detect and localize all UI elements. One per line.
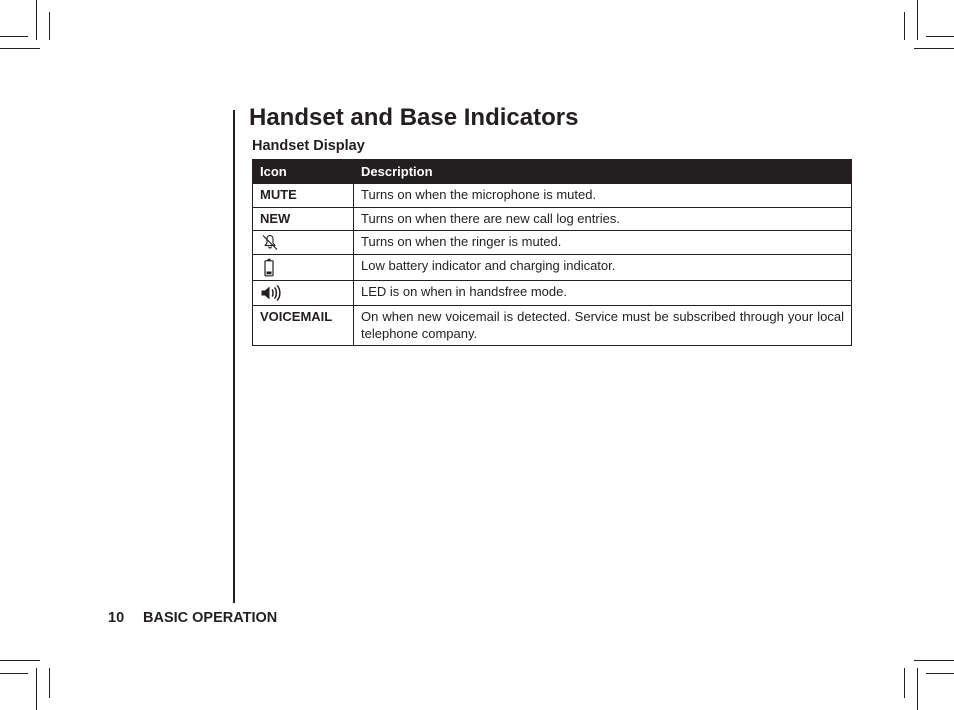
speakerphone-icon [260,284,284,302]
crop-mark [926,673,954,674]
margin-rule [233,110,235,603]
crop-mark [914,48,954,49]
crop-mark [904,12,905,40]
table-row [253,184,852,208]
crop-mark [0,660,40,661]
crop-mark [49,668,50,698]
crop-mark [0,673,28,674]
crop-mark [36,0,37,40]
ringer-off-icon [260,234,280,251]
table-row [253,281,852,306]
crop-mark [904,668,905,698]
row-description: LED is on when in handsfree mode. [354,281,852,306]
icon-label: NEW [253,207,354,231]
crop-mark [36,668,37,710]
crop-mark [0,48,40,49]
table-row [253,207,852,231]
row-description: Turns on when the ringer is muted. [354,231,852,255]
column-header-description: Description [354,160,852,184]
table-row [253,255,852,281]
page-number: 10 [108,610,125,626]
crop-mark [926,36,954,37]
column-header-icon: Icon [253,160,354,184]
icon-cell [253,281,354,306]
icon-cell [253,255,354,281]
row-description: Turns on when there are new call log entries. [354,207,852,231]
icon-label: MUTE [253,184,354,208]
table-row [253,231,852,255]
table-header-row [253,160,852,184]
row-description: Turns on when the microphone is muted. [354,184,852,208]
table-row [253,306,852,346]
battery-icon [260,258,280,277]
crop-mark [49,12,50,40]
icon-label: VOICEMAIL [253,306,354,346]
footer-section-label: BASIC OPERATION [143,610,278,626]
section-title: Handset Display [252,138,365,154]
page-title: Handset and Base Indicators [249,104,579,131]
crop-mark [917,668,918,710]
icon-cell [253,231,354,255]
row-description: On when new voicemail is detected. Service must be subscribed through your local telephone company. [354,306,852,346]
row-description: Low battery indicator and charging indicator. [354,255,852,281]
crop-mark [0,36,28,37]
crop-mark [917,0,918,40]
crop-mark [914,660,954,661]
indicator-table [252,159,852,346]
